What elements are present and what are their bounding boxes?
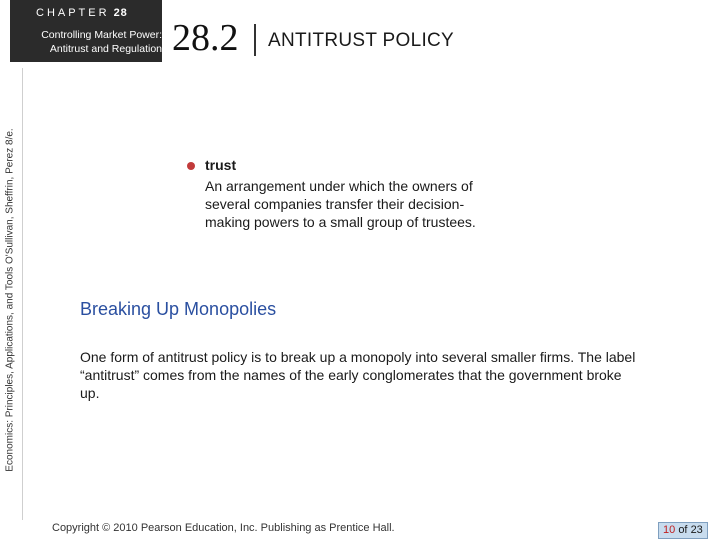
section-number: 28.2: [172, 17, 239, 59]
bullet-icon: [187, 162, 195, 170]
definition-term: trust: [205, 157, 237, 173]
side-divider: [22, 68, 23, 520]
chapter-heading-label: CHAPTER: [36, 7, 110, 19]
copyright-notice: Copyright © 2010 Pearson Education, Inc. Publishing as Prentice Hall.: [52, 522, 395, 534]
definition-text: An arrangement under which the owners of several companies transfer their decision-making powers to a small group of trustees.: [205, 178, 476, 230]
body-paragraph: One form of antitrust policy is to break up a monopoly into several smaller firms. The label “antitrust” comes from the names of the early conglomerates that the government broke up.: [80, 349, 636, 401]
book-side-title-text: Economics: Principles, Applications, and Tools O'Sullivan, Sheffrin, Perez 8/e.: [4, 128, 16, 472]
book-side-title: [0, 80, 20, 520]
page-indicator: [658, 522, 708, 539]
section-title: ANTITRUST POLICY: [268, 30, 455, 51]
page-total: 23: [690, 524, 703, 536]
section-divider: [254, 24, 256, 56]
chapter-title-line-2: Antitrust and Regulation: [49, 43, 162, 55]
chapter-heading: [36, 7, 128, 19]
page-of: of: [678, 524, 688, 536]
chapter-title: [18, 28, 162, 56]
chapter-title-line-1: Controlling Market Power:: [41, 29, 162, 41]
chapter-number: 28: [113, 7, 128, 19]
chapter-block: [10, 0, 162, 62]
subsection-heading: Breaking Up Monopolies: [80, 299, 277, 319]
page-current: 10: [663, 524, 676, 536]
